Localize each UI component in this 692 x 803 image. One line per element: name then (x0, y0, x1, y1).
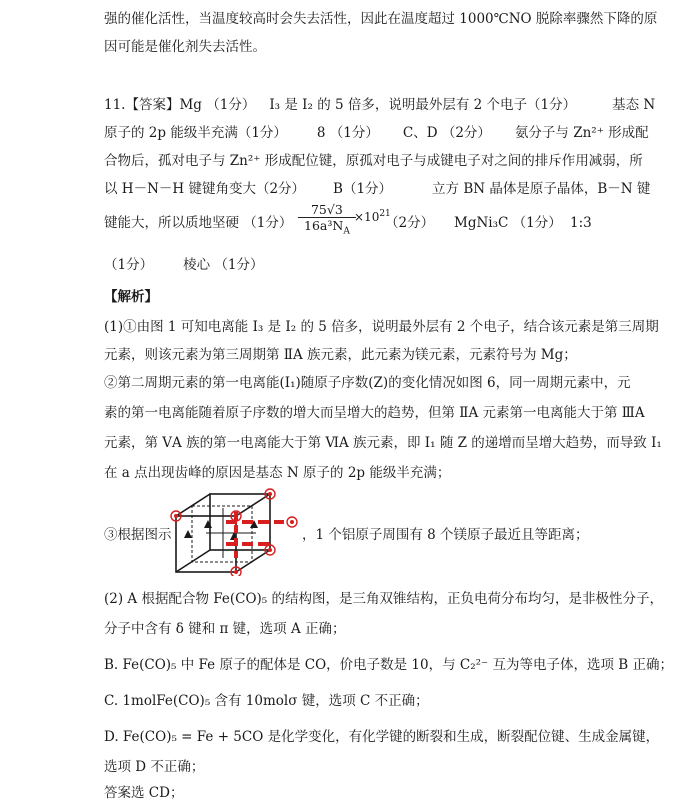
answer-segment: 1:3 (570, 215, 592, 231)
answer-segment: （1分） (104, 257, 154, 273)
fraction-denominator (298, 218, 356, 237)
answer-segment: MgNi₃C （1分） (454, 215, 562, 231)
text-line: 强的催化活性，当温度较高时会失去活性，因此在温度超过 1000℃NO 脱除率骤然下降的原 (104, 11, 658, 27)
analysis-line: 元素，则该元素为第三周期第 ⅡA 族元素，此元素为镁元素，元素符号为 Mg； (104, 347, 577, 363)
text-line: 因可能是催化剂失去活性。 (104, 39, 266, 55)
answer-line (104, 180, 650, 198)
multiplier-exponent: 21 (379, 209, 391, 219)
answer-segment: 立方 BN 晶体是原子晶体，B－N 键 (432, 181, 651, 197)
answer-segment: 以 H－N－H 键键角变大（2分） (104, 181, 306, 197)
answer-line (104, 96, 655, 114)
analysis-line: 分子中含有 δ 键和 π 键，选项 A 正确； (104, 621, 346, 637)
denominator-subscript: A (343, 226, 350, 237)
answer-segment: 键能大，所以质地坚硬 （1分） (104, 215, 293, 231)
answer-segment: 棱心 （1分） (183, 257, 264, 273)
analysis-line: ②第二周期元素的第一电离能(I₁)随原子序数(Z)的变化情况如图 6，同一周期元素中，元 (104, 375, 631, 391)
analysis-line: (1)①由图 1 可知电离能 I₃ 是 I₂ 的 5 倍多，说明最外层有 2 个电子，结合该元素是第三周期 (104, 319, 659, 335)
answer-segment: B（1分） (333, 181, 393, 197)
denominator-main: 16a³N (304, 218, 344, 233)
analysis-line: B. Fe(CO)₅ 中 Fe 原子的配体是 CO，价电子数是 10，与 C₂²⁻ 互为等电子体，选项 B 正确； (104, 657, 673, 673)
analysis-line: D. Fe(CO)₅ = Fe + 5CO 是化学变化，有化学键的断裂和生成，断裂配位键、生成金属键， (104, 729, 660, 745)
answer-line (104, 124, 649, 142)
answer-segment: 氨分子与 Zn²⁺ 形成配 (514, 125, 649, 141)
analysis-line: 元素，第 ⅤA 族的第一电离能大于第 ⅥA 族元素，即 I₁ 随 Z 的递增而呈增大趋势，而导致 I₁ (104, 435, 662, 451)
fraction-formula (298, 202, 356, 237)
analysis-line: 在 a 点出现齿峰的原因是基态 N 原子的 2p 能级半充满； (104, 465, 451, 481)
figure-caption-left: ③根据图示 (104, 527, 172, 543)
answer-segment: 基态 N (612, 97, 656, 113)
answer-segment: I₃ 是 I₂ 的 5 倍多，说明最外层有 2 个电子（1分） (269, 97, 577, 113)
analysis-heading: 【解析】 (104, 289, 158, 305)
analysis-line: (2) A 根据配合物 Fe(CO)₅ 的结构图，是三角双锥结构，正负电荷分布均匀，是非极性分子， (104, 591, 663, 607)
cell-edges (176, 494, 270, 572)
answer-segment: C、D （2分） (402, 125, 491, 141)
analysis-line: C. 1molFe(CO)₅ 含有 10molσ 键，选项 C 不正确； (104, 693, 429, 709)
analysis-line: 选项 D 不正确； (104, 759, 205, 775)
fraction-numerator: 75√3 (298, 202, 356, 218)
answer-segment: 原子的 2p 能级半充满（1分） (104, 125, 287, 141)
analysis-line: 答案选 CD； (104, 785, 184, 801)
answer-segment: 11.【答案】Mg （1分） (104, 97, 256, 113)
answer-segment: 8 （1分） (316, 125, 379, 141)
analysis-line: 素的第一电离能随着原子序数的增大而呈增大的趋势，但第 ⅡA 元素第一电离能大于第 ⅢA (104, 405, 645, 421)
answer-line (104, 256, 263, 274)
multiplier-base: ×10 (354, 210, 380, 224)
answer-line: 合物后，孤对电子与 Zn²⁺ 形成配位键，原孤对电子与成键电子对之间的排斥作用减弱，所 (104, 153, 643, 169)
answer-segment: （2分） (385, 215, 435, 231)
figure-caption-right: ，1 个铝原子周围有 8 个镁原子最近且等距离； (302, 527, 589, 543)
crystal-cell-figure (170, 488, 298, 576)
